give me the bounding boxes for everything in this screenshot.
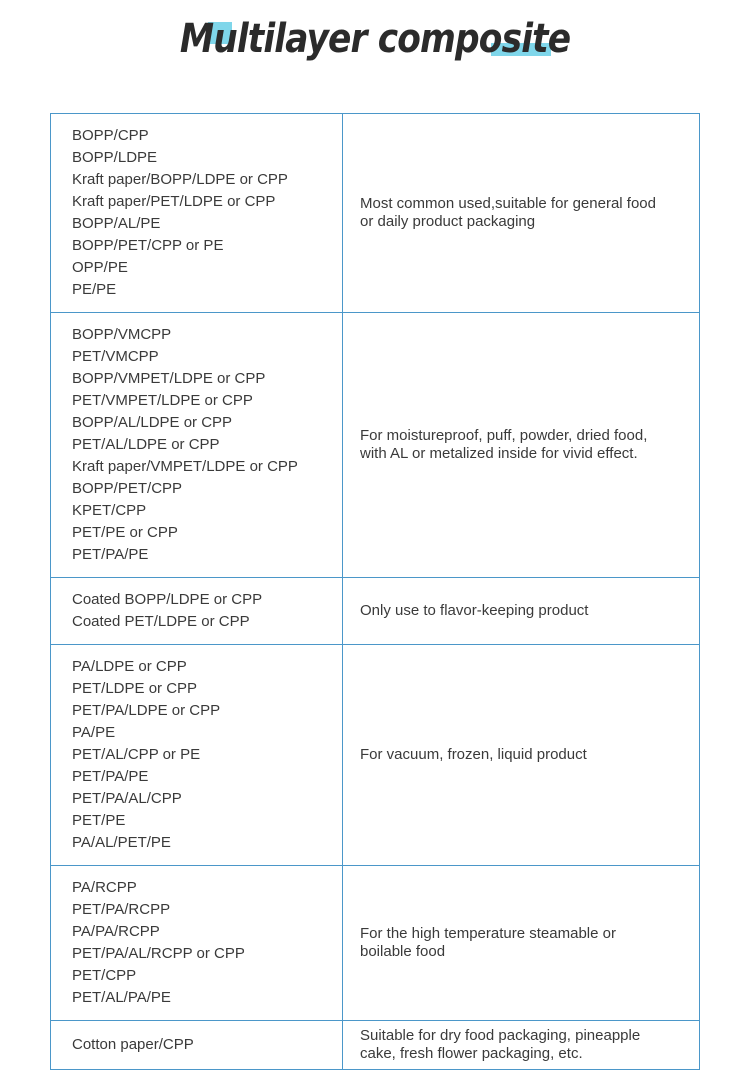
materials-cell xyxy=(51,866,343,1021)
material-item: PET/AL/PA/PE xyxy=(72,989,171,1006)
material-item: PET/VMCPP xyxy=(72,348,159,365)
material-item: PET/AL/CPP or PE xyxy=(72,746,201,763)
usage-description: For vacuum, frozen, liquid product xyxy=(360,746,587,763)
material-item: Coated PET/LDPE or CPP xyxy=(72,613,250,630)
usage-description: For moistureproof, puff, powder, dried food, xyxy=(360,427,648,444)
usage-cell xyxy=(343,1021,700,1070)
materials-cell xyxy=(51,645,343,866)
material-item: PET/PA/AL/RCPP or CPP xyxy=(72,945,245,962)
material-item: PET/VMPET/LDPE or CPP xyxy=(72,392,253,409)
table-row xyxy=(51,645,700,866)
usage-description: Suitable for dry food packaging, pineapple xyxy=(360,1027,641,1044)
material-item: Cotton paper/CPP xyxy=(72,1036,194,1053)
material-item: KPET/CPP xyxy=(72,502,147,519)
material-item: BOPP/AL/PE xyxy=(72,215,161,232)
material-item: PET/PE xyxy=(72,812,126,829)
material-item: PET/PA/AL/CPP xyxy=(72,790,182,807)
materials-cell xyxy=(51,578,343,645)
material-item: BOPP/PET/CPP xyxy=(72,480,183,497)
material-item: PET/PA/PE xyxy=(72,768,149,785)
usage-description: For the high temperature steamable or xyxy=(360,925,616,942)
table-row xyxy=(51,866,700,1021)
material-item: BOPP/PET/CPP or PE xyxy=(72,237,224,254)
usage-description: Only use to flavor-keeping product xyxy=(360,602,589,619)
usage-description: or daily product packaging xyxy=(360,213,536,230)
materials-cell xyxy=(51,114,343,313)
material-item: BOPP/VMCPP xyxy=(72,326,172,343)
table-row xyxy=(51,114,700,313)
material-item: PET/CPP xyxy=(72,967,137,984)
usage-cell xyxy=(343,114,700,313)
table-row xyxy=(51,313,700,578)
material-item: PA/RCPP xyxy=(72,879,137,896)
material-item: PET/PA/LDPE or CPP xyxy=(72,702,221,719)
usage-cell xyxy=(343,645,700,866)
material-item: PET/LDPE or CPP xyxy=(72,680,198,697)
material-item: PA/LDPE or CPP xyxy=(72,658,187,675)
title-area xyxy=(0,0,750,90)
usage-description: with AL or metalized inside for vivid effect. xyxy=(360,445,638,462)
table-row xyxy=(51,578,700,645)
usage-description: boilable food xyxy=(360,943,446,960)
materials-cell xyxy=(51,1021,343,1070)
material-item: BOPP/LDPE xyxy=(72,149,158,166)
material-item: PA/AL/PET/PE xyxy=(72,834,171,851)
material-item: BOPP/CPP xyxy=(72,127,149,144)
usage-description: cake, fresh flower packaging, etc. xyxy=(360,1045,583,1062)
materials-cell xyxy=(51,313,343,578)
usage-cell xyxy=(343,578,700,645)
material-item: Kraft paper/PET/LDPE or CPP xyxy=(72,193,276,210)
material-item: PET/AL/LDPE or CPP xyxy=(72,436,220,453)
material-item: Coated BOPP/LDPE or CPP xyxy=(72,591,263,608)
material-item: Kraft paper/BOPP/LDPE or CPP xyxy=(72,171,288,188)
material-item: BOPP/VMPET/LDPE or CPP xyxy=(72,370,266,387)
table-row xyxy=(51,1021,700,1070)
material-item: PA/PE xyxy=(72,724,116,741)
material-item: PA/PA/RCPP xyxy=(72,923,160,940)
material-item: PET/PE or CPP xyxy=(72,524,178,541)
usage-cell xyxy=(343,866,700,1021)
material-item: BOPP/AL/LDPE or CPP xyxy=(72,414,233,431)
material-item: PET/PA/RCPP xyxy=(72,901,171,918)
material-item: PET/PA/PE xyxy=(72,546,149,563)
page-title: Multilayer composite xyxy=(179,16,571,62)
usage-description: Most common used,suitable for general food xyxy=(360,195,656,212)
composite-table xyxy=(50,113,700,1070)
material-item: PE/PE xyxy=(72,281,117,298)
table-body xyxy=(51,114,700,1070)
material-item: OPP/PE xyxy=(72,259,128,276)
usage-cell xyxy=(343,313,700,578)
material-item: Kraft paper/VMPET/LDPE or CPP xyxy=(72,458,298,475)
